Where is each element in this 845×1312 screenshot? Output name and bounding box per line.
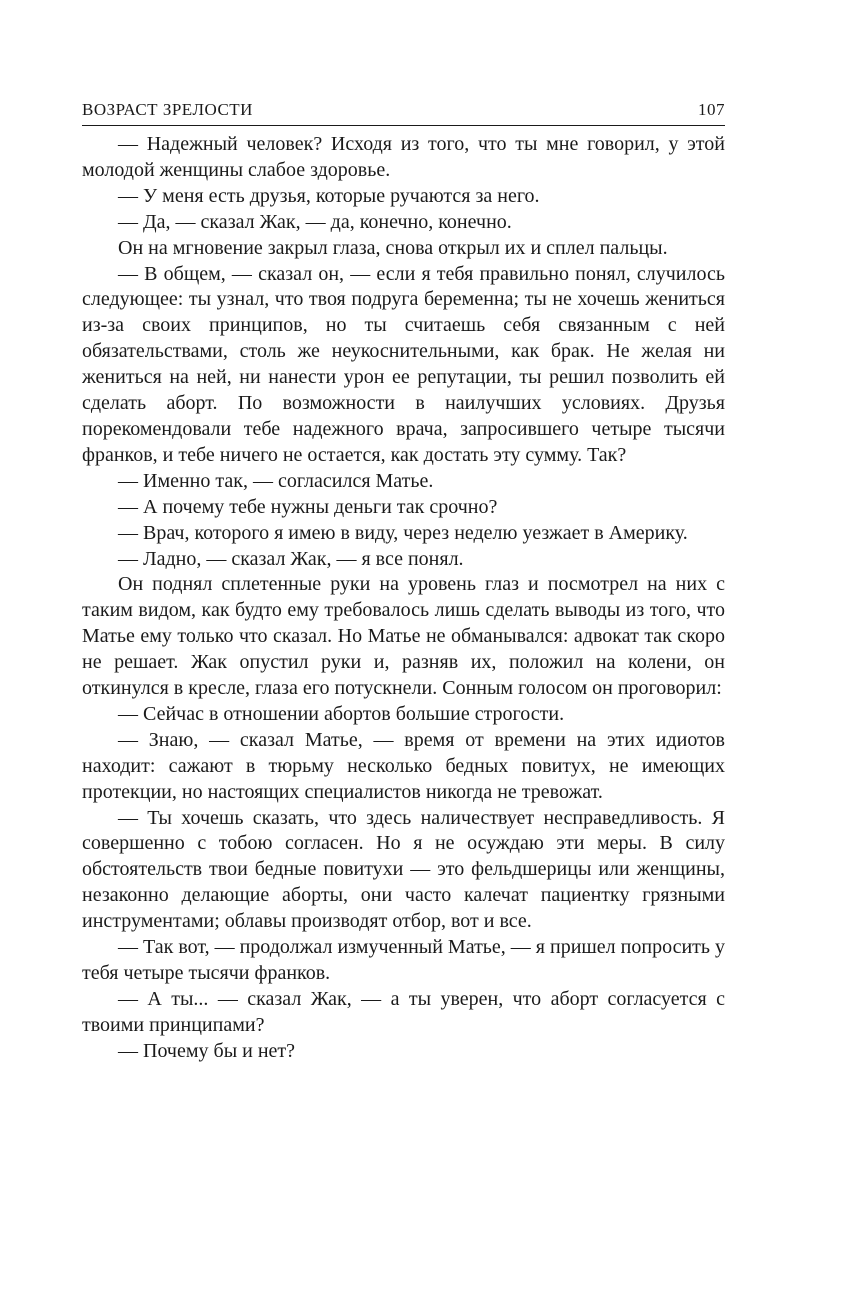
paragraph: — Да, — сказал Жак, — да, конечно, конечно. bbox=[118, 210, 512, 233]
paragraph: — А почему тебе нужны деньги так срочно? bbox=[118, 495, 498, 518]
body-text bbox=[82, 132, 725, 1065]
paragraph: — Знаю, — сказал Матье, — время от времени на этих идиотов находит: сажают в тюрьму несколько бедных повитух, не имеющих протекции, но настоящих специалистов никогда не тревожат. bbox=[82, 728, 725, 803]
paragraph: Он поднял сплетенные руки на уровень глаз и посмотрел на них с таким видом, как будто ему требовалось лишь сделать выводы из того, что Матье ему только что сказал. Но Матье не обманывался: адвокат так скоро не решает. Жак опустил руки и, разняв их, положил на колени, он откинулся в кресле, глаза его потускнели. Сонным голосом он проговорил: bbox=[82, 573, 725, 700]
book-page bbox=[82, 100, 725, 1065]
paragraph: — Ты хочешь сказать, что здесь наличествует несправедливость. Я совершенно с тобою согласен. Но я не осуждаю эти меры. В силу обстоятельств твои бедные повитухи — это фельдшерицы или женщины, незаконно делающие аборты, они часто калечат пациентку грязными инструментами; облавы производят отбор, вот и все. bbox=[82, 806, 725, 933]
paragraph: Он на мгновение закрыл глаза, снова открыл их и сплел пальцы. bbox=[118, 236, 668, 259]
paragraph: — Именно так, — согласился Матье. bbox=[118, 469, 434, 492]
running-header bbox=[82, 100, 725, 126]
paragraph: — А ты... — сказал Жак, — а ты уверен, что аборт согласуется с твоими принципами? bbox=[82, 987, 725, 1036]
page-number: 107 bbox=[698, 100, 725, 119]
paragraph: — У меня есть друзья, которые ручаются за него. bbox=[118, 184, 540, 207]
paragraph: — Ладно, — сказал Жак, — я все понял. bbox=[118, 547, 464, 570]
paragraph: — Врач, которого я имею в виду, через неделю уезжает в Америку. bbox=[118, 521, 688, 544]
paragraph: — В общем, — сказал он, — если я тебя правильно понял, случилось следующее: ты узнал, что твоя подруга беременна; ты не хочешь жениться из-за своих принципов, но ты считаешь себя связанным с ней обязательствами, столь же неукоснительными, как брак. Не желая ни жениться на ней, ни нанести урон ее репутации, ты решил позволить ей сделать аборт. По возможности в наилучших условиях. Друзья порекомендовали тебе надежного врача, запросившего четыре тысячи франков, и тебе ничего не остается, как достать эту сумму. Так? bbox=[82, 262, 725, 466]
paragraph: — Почему бы и нет? bbox=[118, 1039, 296, 1062]
paragraph: — Сейчас в отношении абортов большие строгости. bbox=[118, 702, 565, 725]
paragraph: — Надежный человек? Исходя из того, что ты мне говорил, у этой молодой женщины слабое здоровье. bbox=[82, 133, 725, 181]
running-title: ВОЗРАСТ ЗРЕЛОСТИ bbox=[82, 100, 253, 119]
paragraph: — Так вот, — продолжал измученный Матье, — я пришел попросить у тебя четыре тысячи франков. bbox=[82, 936, 726, 984]
